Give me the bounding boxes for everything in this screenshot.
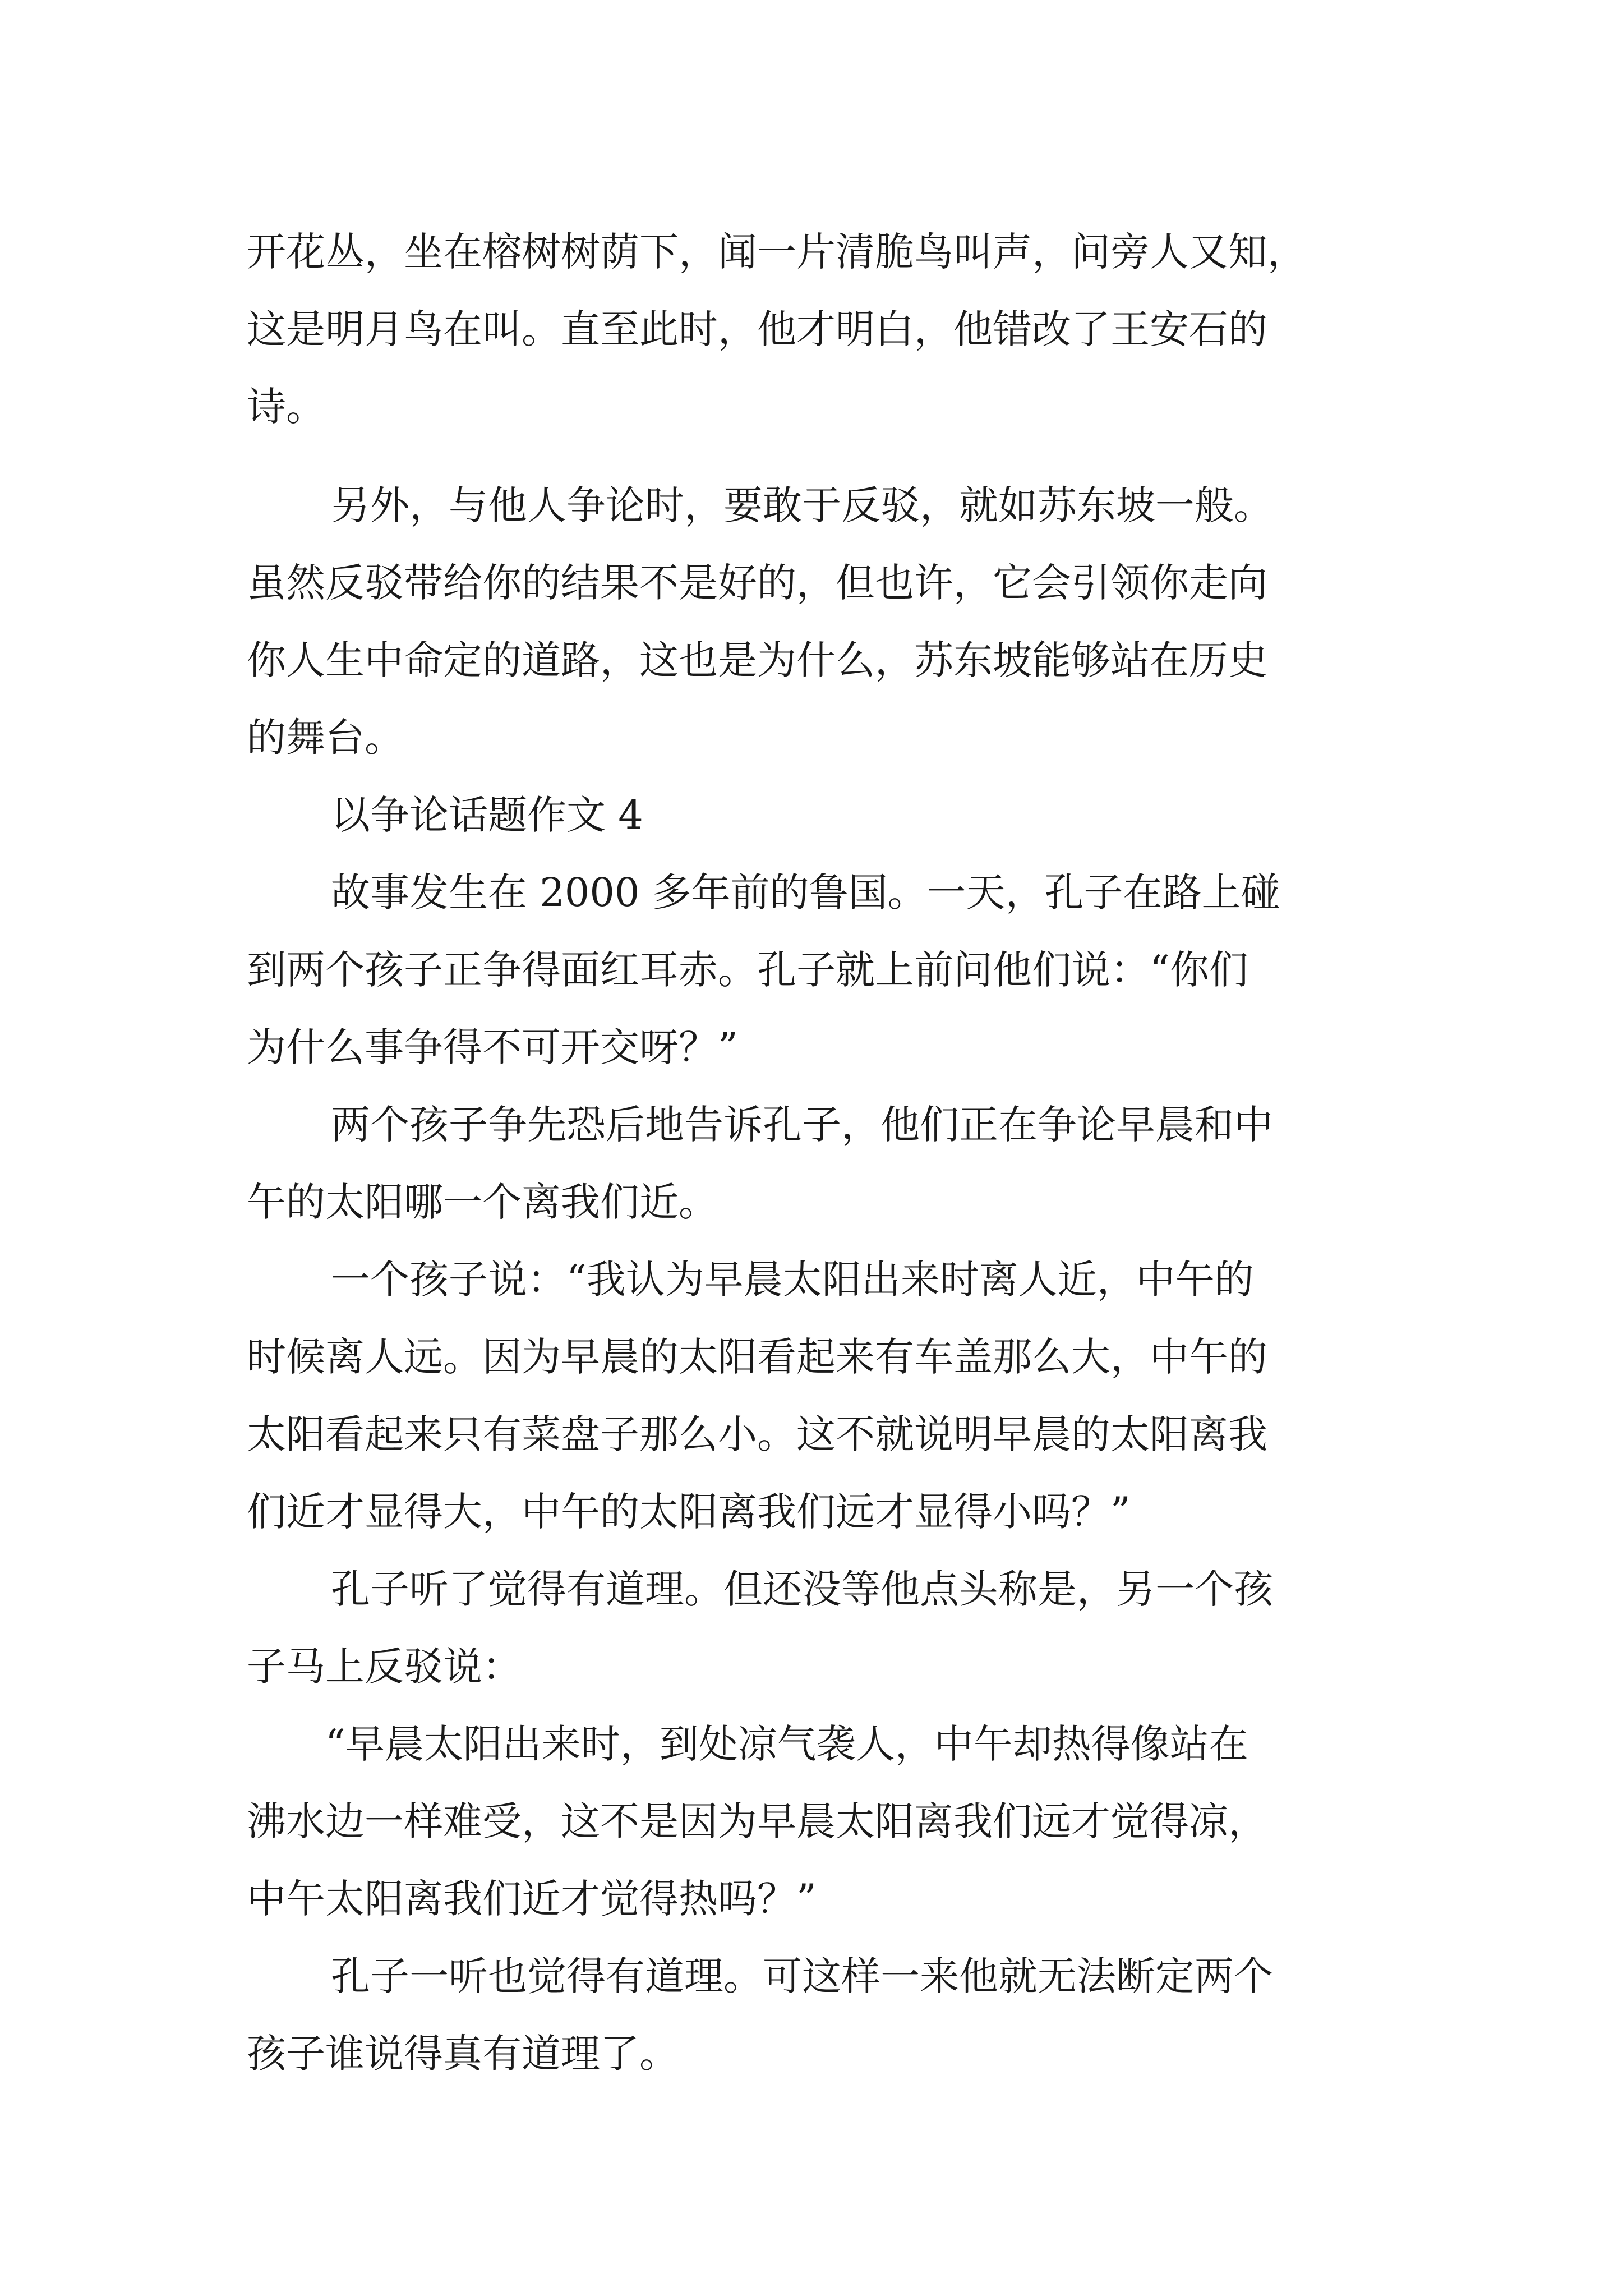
document-body [247, 213, 1385, 2092]
paragraph [247, 467, 1385, 776]
paragraph [247, 854, 1385, 1086]
paragraph [247, 1550, 1385, 1705]
text-line: 这是明月鸟在叫。直至此时，他才明白，他错改了王安石的 [247, 306, 1267, 352]
text-line: 时候离人远。因为早晨的太阳看起来有车盖那么大，中午的 [247, 1334, 1267, 1380]
text-line: 两个孩子争先恐后地告诉孔子，他们正在争论早晨和中 [331, 1102, 1273, 1148]
text-line: 孔子一听也觉得有道理。可这样一来他就无法断定两个 [331, 1953, 1273, 1999]
text-line: 诗。 [247, 384, 325, 430]
text-line: 开花丛，坐在榕树树荫下，闻一片清脆鸟叫声，问旁人又知， [247, 229, 1307, 275]
text-line: 的舞台。 [247, 715, 404, 761]
text-line: 孔子听了觉得有道理。但还没等他点头称是，另一个孩 [331, 1566, 1273, 1612]
paragraph [247, 1086, 1385, 1241]
text-line: “早晨太阳出来时，到处凉气袭人，中午却热得像站在 [325, 1721, 1248, 1767]
text-line: 孩子谁说得真有道理了。 [247, 2031, 679, 2077]
text-line: 一个孩子说：“我认为早晨太阳出来时离人近，中午的 [331, 1257, 1254, 1303]
text-line: 子马上反驳说： [247, 1644, 522, 1690]
text-line: 中午太阳离我们近才觉得热吗？” [247, 1876, 817, 1922]
text-line: 另外，与他人争论时，要敢于反驳，就如苏东坡一般。 [331, 482, 1273, 528]
paragraph [247, 1938, 1385, 2092]
text-line: 为什么事争得不可开交呀？” [247, 1024, 738, 1070]
heading-text: 以争论话题作文 4 [331, 792, 643, 838]
paragraph [247, 1705, 1385, 1938]
text-line: 虽然反驳带给你的结果不是好的，但也许，它会引领你走向 [247, 560, 1267, 606]
text-line: 你人生中命定的道路，这也是为什么，苏东坡能够站在历史 [247, 637, 1267, 683]
text-line: 午的太阳哪一个离我们近。 [247, 1179, 718, 1225]
text-line: 到两个孩子正争得面红耳赤。孔子就上前问他们说：“你们 [247, 947, 1248, 993]
text-line: 太阳看起来只有菜盘子那么小。这不就说明早晨的太阳离我 [247, 1411, 1267, 1457]
paragraph [247, 1241, 1385, 1550]
section-heading [247, 776, 1385, 854]
text-line: 故事发生在 2000 多年前的鲁国。一天，孔子在路上碰 [331, 869, 1280, 915]
text-line: 们近才显得大，中午的太阳离我们远才显得小吗？” [247, 1489, 1131, 1535]
text-line: 沸水边一样难受，这不是因为早晨太阳离我们远才觉得凉， [247, 1798, 1267, 1844]
paragraph [247, 213, 1385, 445]
